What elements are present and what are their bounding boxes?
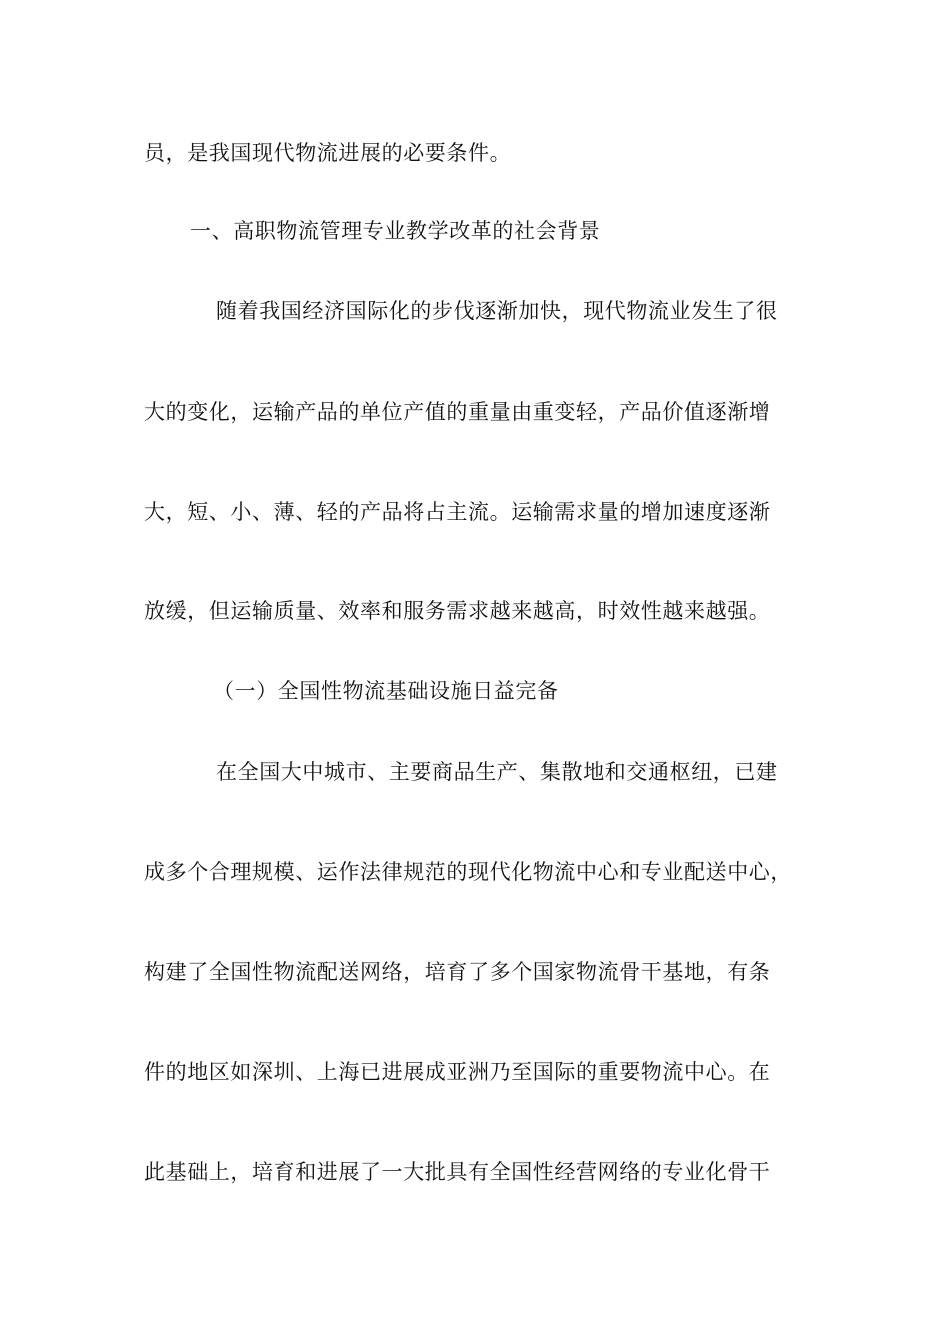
paragraph-line: 件的地区如深圳、上海已进展成亚洲乃至国际的重要物流中心。在 <box>144 1060 771 1084</box>
paragraph-line: 放缓，但运输质量、效率和服务需求越来越高，时效性越来越强。 <box>144 599 771 623</box>
paragraph-line: 随着我国经济国际化的步伐逐渐加快，现代物流业发生了很 <box>216 299 778 323</box>
paragraph-line: 在全国大中城市、主要商品生产、集散地和交通枢纽，已建 <box>216 760 778 784</box>
paragraph-line: 大，短、小、薄、轻的产品将占主流。运输需求量的增加速度逐渐 <box>144 500 771 524</box>
paragraph-line: 大的变化，运输产品的单位产值的重量由重变轻，产品价值逐渐增 <box>144 400 771 424</box>
paragraph-line: 此基础上，培育和进展了一大批具有全国性经营网络的专业化骨干 <box>144 1160 771 1184</box>
section-heading: 一、高职物流管理专业教学改革的社会背景 <box>190 219 601 243</box>
subsection-heading: （一）全国性物流基础设施日益完备 <box>213 679 559 703</box>
paragraph-line: 构建了全国性物流配送网络，培育了多个国家物流骨干基地，有条 <box>144 960 771 984</box>
paragraph-continuation-line: 员，是我国现代物流进展的必要条件。 <box>144 141 512 165</box>
paragraph-line: 成多个合理规模、运作法律规范的现代化物流中心和专业配送中心， <box>144 860 792 884</box>
